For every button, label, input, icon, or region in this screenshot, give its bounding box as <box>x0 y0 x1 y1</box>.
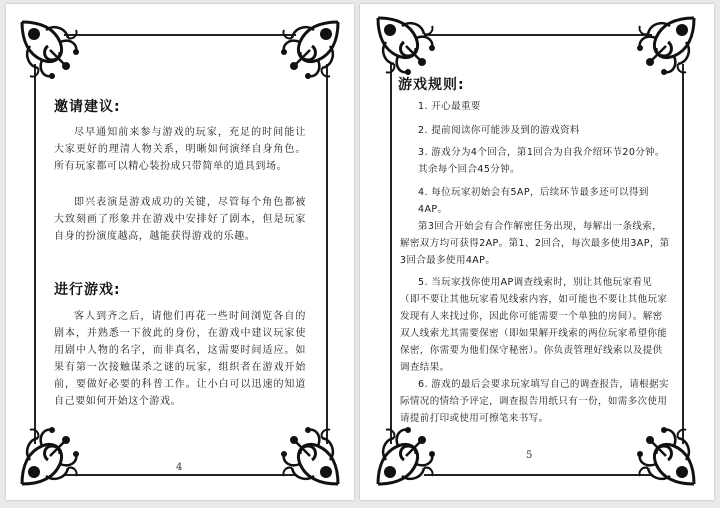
frame-bottom-border <box>424 474 652 476</box>
invite-paragraph-2: 即兴表演是游戏成功的关键，尽管每个角色都被大致刻画了形象并在游戏中安排好了剧本，但是玩家自身的扮演度越高，越能获得游戏的乐趣。 <box>54 197 306 242</box>
rule-item: 2. 提前阅读你可能涉及到的游戏资料 <box>418 125 580 136</box>
ornament-top-left-icon <box>376 16 438 78</box>
ornament-top-right-icon <box>278 20 340 82</box>
rule-item: 5. 当玩家找你使用AP调查线索时，别让其他玩家看见（即不要让其他玩家看见线索内容，如可能也不要让其他玩家发现有人来找过你，因此你可能需要一个单独的房间）。解密双人线索尤其需要保密（即如果解开线索的两位玩家希望你能保密，你需要为他们保守秘密）。你负责管理好线索以及提供调查结果。 <box>400 277 668 373</box>
ornament-top-left-icon <box>20 20 82 82</box>
frame-left-border <box>390 64 392 444</box>
right-page <box>360 4 714 500</box>
frame-top-border <box>424 34 652 36</box>
left-page <box>6 4 354 500</box>
rule-item: 4. 每位玩家初始会有5AP，后续环节最多还可以得到4AP。 <box>418 187 649 215</box>
play-heading: 进行游戏: <box>54 282 121 298</box>
frame-bottom-border <box>64 474 296 476</box>
frame-left-border <box>34 64 36 444</box>
ornament-top-right-icon <box>634 16 696 78</box>
rule-item: 第3回合开始会有合作解密任务出现，每解出一条线索，解密双方均可获得2AP。第1、2回合，每次最多使用3AP，第3回合最多使用4AP。 <box>400 221 670 266</box>
rule-item: 1. 开心最重要 <box>418 101 481 112</box>
frame-right-border <box>326 64 328 444</box>
invite-heading: 邀请建议: <box>54 99 121 115</box>
ornament-bottom-left-icon <box>376 424 438 486</box>
rule-item: 6. 游戏的最后会要求玩家填写自己的调查报告，请根据实际情况的情给予评定，调查报告用纸只有一份，如需多次使用请提前打印或使用可擦笔来书写。 <box>400 379 669 424</box>
play-paragraph: 客人到齐之后，请他们再花一些时间浏览各自的剧本，并熟悉一下彼此的身份，在游戏中建议玩家使用剧中人物的名字，而非真名，这需要时间适应。如果有第一次接触谋杀之谜的玩家，组织者在游戏开始前，要做好必要的科普工作。让小白可以迅速的知道自己要如何开始这个游戏。 <box>54 311 306 407</box>
rules-heading: 游戏规则: <box>398 77 465 93</box>
frame-right-border <box>682 64 684 444</box>
ornament-bottom-left-icon <box>20 424 82 486</box>
page-number-left: 4 <box>176 462 183 473</box>
frame-top-border <box>64 34 296 36</box>
page-number-right: 5 <box>526 450 533 461</box>
rule-item: 3. 游戏分为4个回合，第1回合为自我介绍环节20分钟。其余每个回合45分钟。 <box>418 147 665 175</box>
invite-paragraph-1: 尽早通知前来参与游戏的玩家，充足的时间能让大家更好的理清人物关系，明晰如何演绎自身角色。所有玩家都可以精心装扮成只带简单的道具到场。 <box>54 127 306 172</box>
ornament-bottom-right-icon <box>278 424 340 486</box>
ornament-bottom-right-icon <box>634 424 696 486</box>
